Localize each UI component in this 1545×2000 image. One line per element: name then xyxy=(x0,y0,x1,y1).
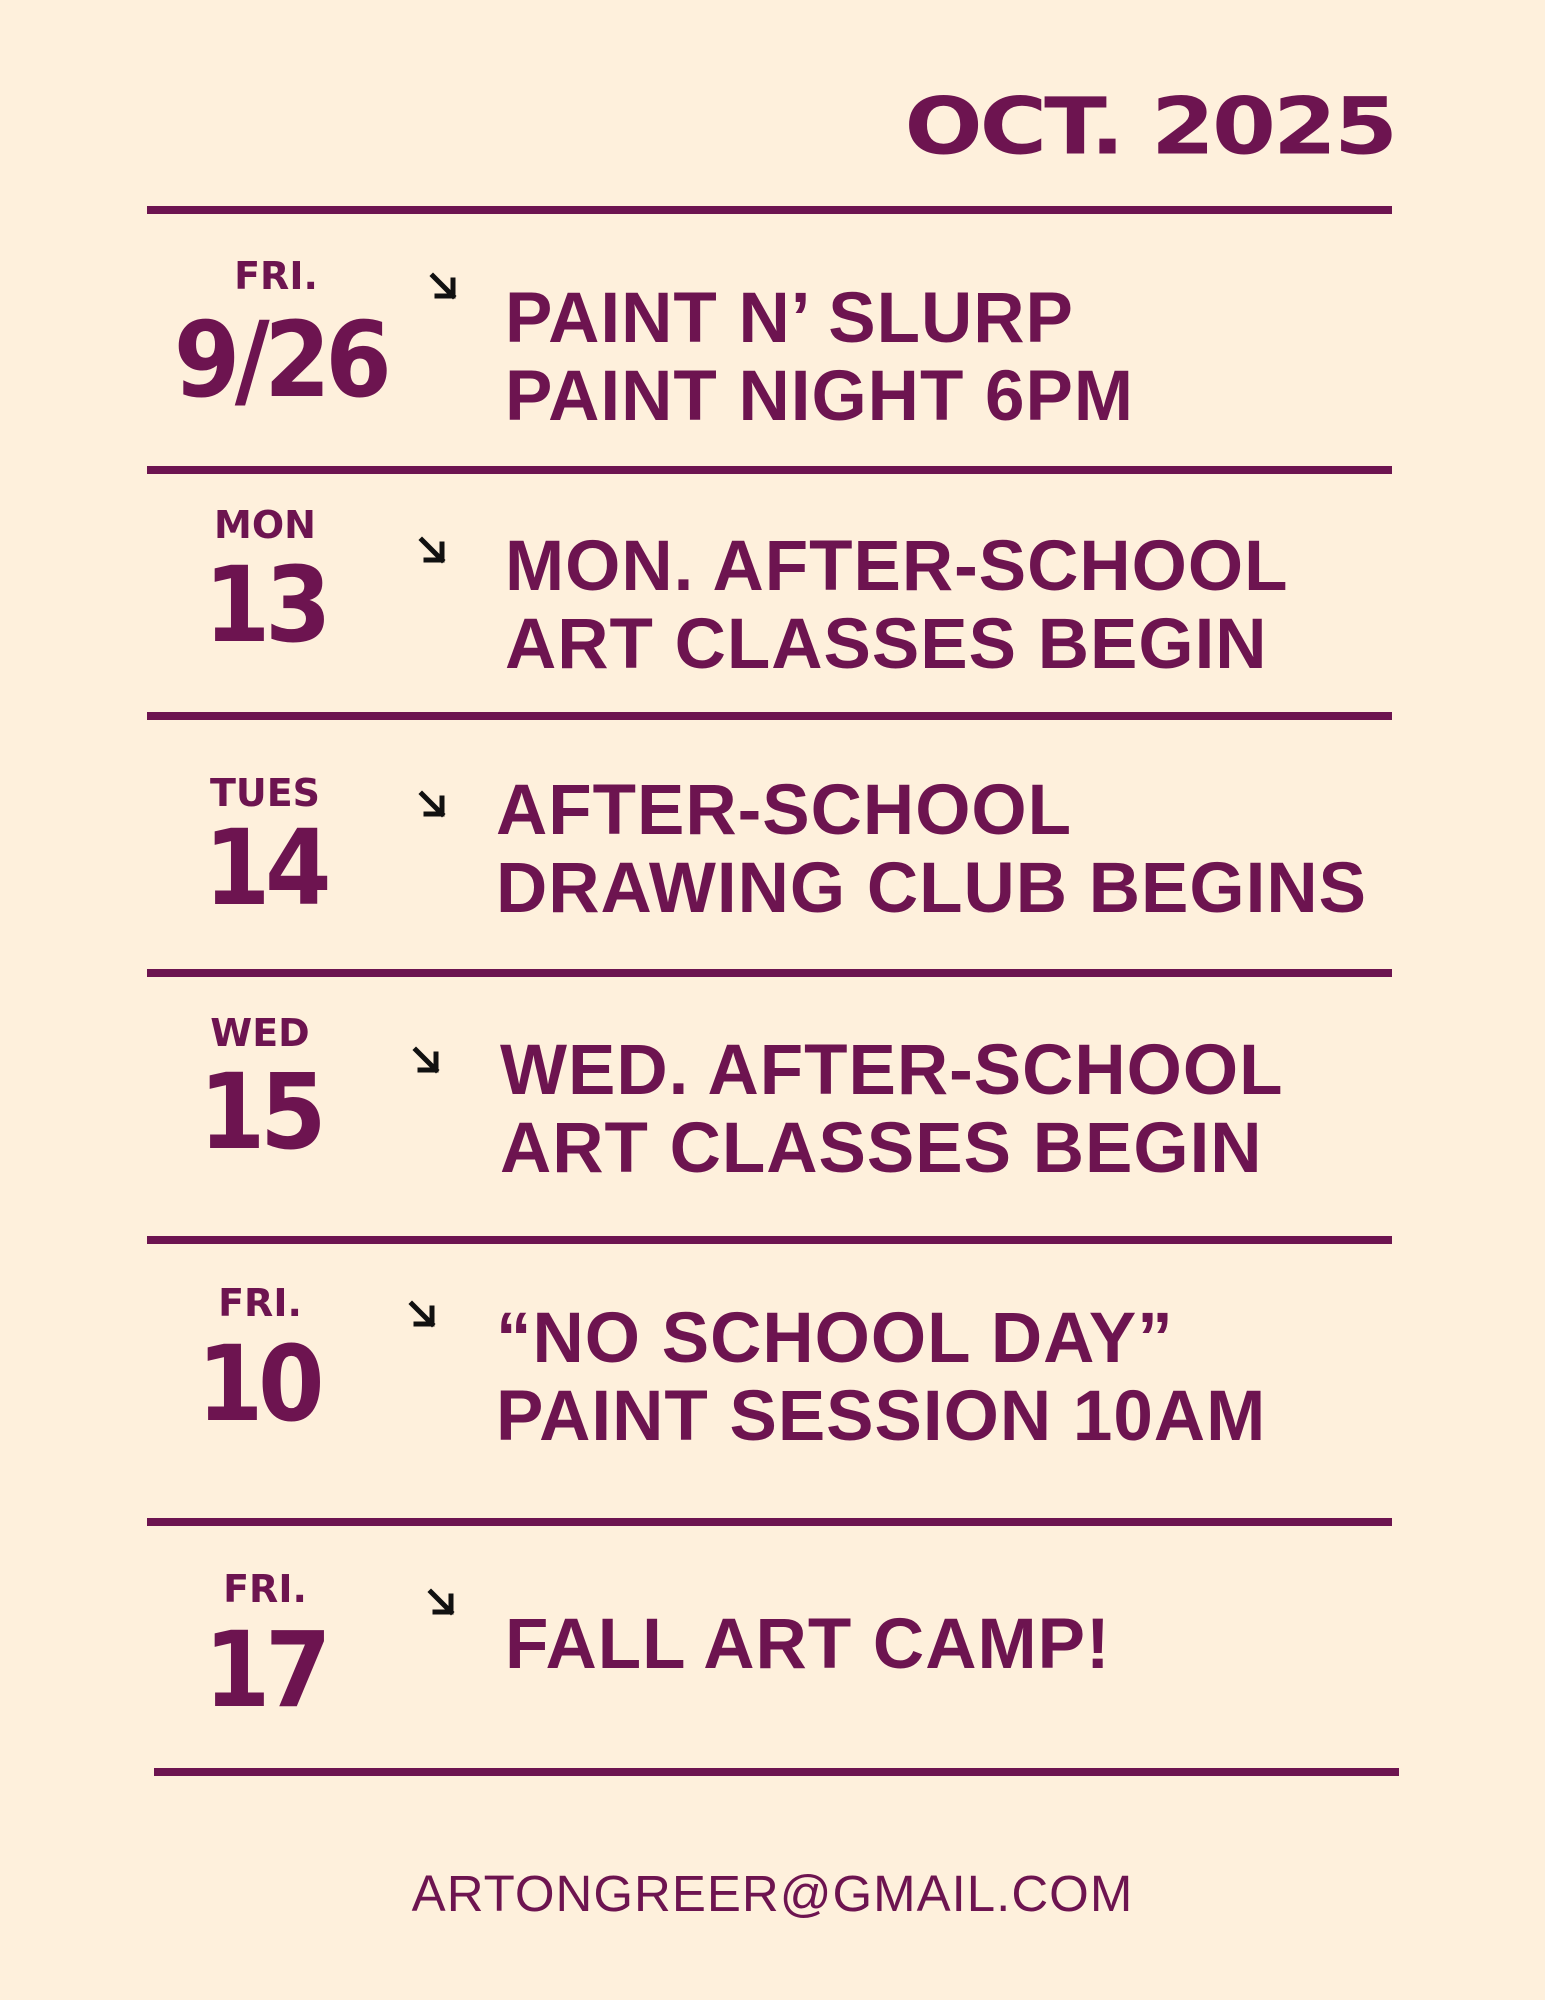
arrow-down-right-icon xyxy=(416,534,450,568)
event-title-line: AFTER-SCHOOL xyxy=(496,771,1073,850)
arrow-down-right-icon xyxy=(406,1298,440,1332)
event-day-of-week: TUES xyxy=(209,771,321,815)
event-detail-line: DRAWING CLUB BEGINS xyxy=(496,849,1367,928)
event-description xyxy=(496,772,1367,928)
event-detail-line: PAINT SESSION 10AM xyxy=(496,1377,1267,1456)
event-date: 17 xyxy=(203,1609,327,1731)
event-date: 10 xyxy=(196,1323,320,1445)
event-day-of-week: FRI. xyxy=(223,1567,307,1611)
divider-top xyxy=(147,206,1392,214)
event-title-line: WED. AFTER-SCHOOL xyxy=(500,1031,1284,1110)
divider xyxy=(147,1236,1392,1244)
event-title-line: PAINT N’ SLURP xyxy=(505,279,1074,358)
event-title-line: FALL ART CAMP! xyxy=(505,1605,1111,1684)
event-description xyxy=(505,1606,1111,1684)
arrow-down-right-icon xyxy=(416,788,450,822)
event-detail-line: ART CLASSES BEGIN xyxy=(500,1109,1263,1188)
event-date: 14 xyxy=(203,807,327,929)
event-day-of-week: FRI. xyxy=(234,254,318,298)
event-detail-line: PAINT NIGHT 6PM xyxy=(505,357,1135,436)
event-description xyxy=(500,1032,1283,1188)
arrow-down-right-icon xyxy=(427,270,461,304)
event-title-line: MON. AFTER-SCHOOL xyxy=(505,527,1289,606)
event-date: 9/26 xyxy=(173,299,387,421)
event-title-line: “NO SCHOOL DAY” xyxy=(496,1299,1174,1378)
divider-bottom xyxy=(154,1768,1399,1776)
divider xyxy=(147,1518,1392,1526)
event-description xyxy=(505,528,1288,684)
event-date: 13 xyxy=(203,544,327,666)
contact-email[interactable]: ARTONGREER@GMAIL.COM xyxy=(411,1865,1134,1922)
divider xyxy=(147,712,1392,720)
event-description xyxy=(496,1300,1266,1456)
event-description xyxy=(505,280,1134,436)
event-detail-line: ART CLASSES BEGIN xyxy=(505,605,1268,684)
month-title: OCT. 2025 xyxy=(904,81,1395,173)
event-date: 15 xyxy=(198,1051,322,1173)
event-day-of-week: WED xyxy=(210,1011,310,1055)
arrow-down-right-icon xyxy=(425,1586,459,1620)
divider xyxy=(147,969,1392,977)
event-day-of-week: MON xyxy=(214,503,316,547)
divider xyxy=(147,466,1392,474)
event-day-of-week: FRI. xyxy=(218,1281,302,1325)
arrow-down-right-icon xyxy=(410,1044,444,1078)
